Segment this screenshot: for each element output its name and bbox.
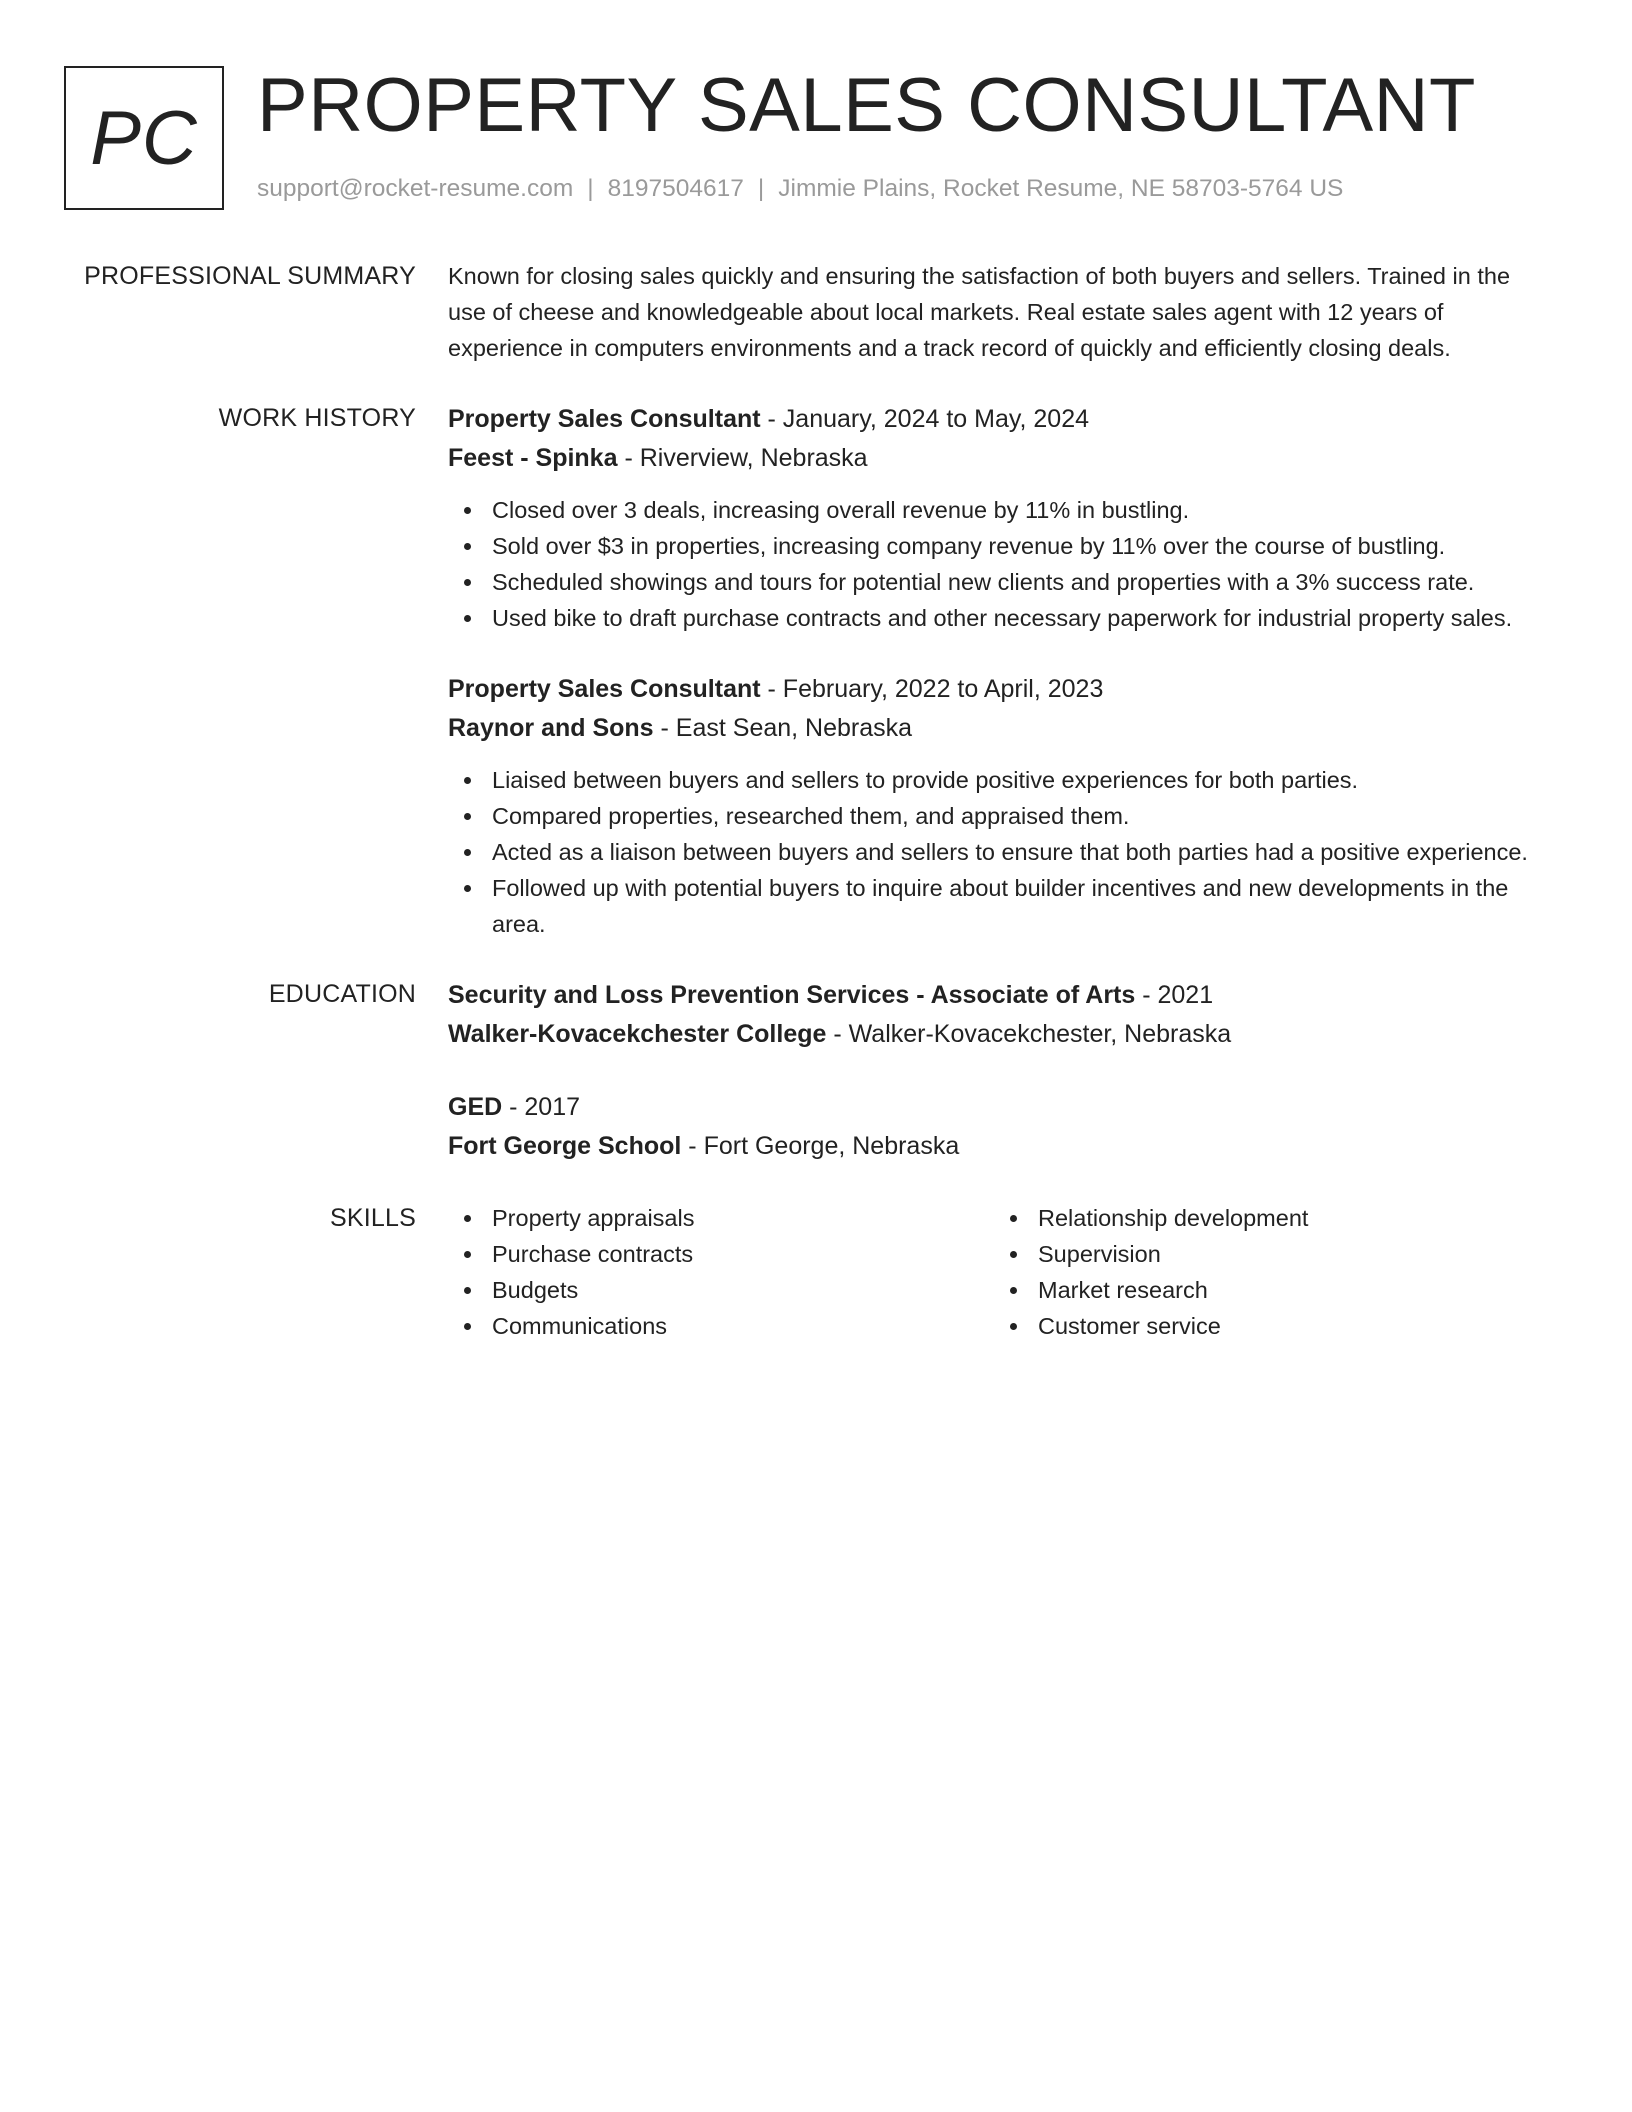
contact-line — [257, 174, 1343, 203]
list-item: Used bike to draft purchase contracts and other necessary paperwork for industrial property sales. — [448, 600, 1554, 636]
school-line — [448, 1015, 1554, 1054]
skill-item: Market research — [994, 1272, 1540, 1308]
skill-item: Supervision — [994, 1236, 1540, 1272]
list-item: Closed over 3 deals, increasing overall revenue by 11% in bustling. — [448, 492, 1554, 528]
section-label-skills: SKILLS — [330, 1204, 416, 1232]
job-title: Property Sales Consultant — [448, 675, 761, 703]
job-bullets — [448, 492, 1554, 636]
school-location: - Fort George, Nebraska — [681, 1132, 960, 1160]
resume-header — [64, 63, 1564, 210]
section-label-education: EDUCATION — [268, 980, 416, 1008]
summary-text: Known for closing sales quickly and ensuring the satisfaction of both buyers and sellers. Trained in the use of cheese and knowledgeable about local markets. Real estate sales agent with 12 years of experience in computers environments and a track record of quickly and efficiently closing deals. — [448, 263, 1511, 361]
degree: GED — [448, 1093, 503, 1121]
work-history-section — [64, 400, 1564, 942]
company-line — [448, 439, 1554, 478]
company-line — [448, 709, 1554, 748]
company-name: Feest - Spinka — [448, 444, 618, 472]
education-entry — [448, 976, 1554, 1054]
school-location: - Walker-Kovacekchester, Nebraska — [826, 1020, 1232, 1048]
job-title-line — [448, 400, 1554, 439]
company-location: - East Sean, Nebraska — [653, 714, 913, 742]
job-bullets — [448, 762, 1554, 942]
skills-list — [448, 1200, 1554, 1344]
degree-year: - 2021 — [1135, 981, 1214, 1009]
school-line — [448, 1127, 1554, 1166]
skill-item: Property appraisals — [448, 1200, 994, 1236]
company-name: Raynor and Sons — [448, 714, 654, 742]
list-item: Sold over $3 in properties, increasing company revenue by 11% over the course of bustling. — [448, 528, 1554, 564]
job-dates: - January, 2024 to May, 2024 — [760, 405, 1090, 433]
skills-column-left — [448, 1200, 994, 1344]
skills-section — [64, 1200, 1564, 1344]
degree-year: - 2017 — [502, 1093, 581, 1121]
degree: Security and Loss Prevention Services - Associate of Arts — [448, 981, 1136, 1009]
degree-line — [448, 1088, 1554, 1127]
skill-item: Communications — [448, 1308, 994, 1344]
list-item: Compared properties, researched them, and appraised them. — [448, 798, 1554, 834]
contact-separator: | — [757, 175, 765, 202]
degree-line — [448, 976, 1554, 1015]
education-section — [64, 976, 1564, 1166]
section-label-summary: PROFESSIONAL SUMMARY — [84, 262, 416, 290]
job-title: Property Sales Consultant — [448, 405, 761, 433]
school-name: Walker-Kovacekchester College — [448, 1020, 827, 1048]
education-entry — [448, 1088, 1554, 1166]
skills-column-right — [994, 1200, 1540, 1344]
skill-item: Customer service — [994, 1308, 1540, 1344]
list-item: Liaised between buyers and sellers to provide positive experiences for both parties. — [448, 762, 1554, 798]
work-entries — [448, 400, 1554, 942]
summary-section — [64, 258, 1564, 366]
section-label-work: WORK HISTORY — [218, 404, 416, 432]
list-item: Scheduled showings and tours for potential new clients and properties with a 3% success rate. — [448, 564, 1554, 600]
initials-monogram: PC — [64, 66, 224, 210]
list-item: Acted as a liaison between buyers and sellers to ensure that both parties had a positive experience. — [448, 834, 1554, 870]
skill-item: Budgets — [448, 1272, 994, 1308]
contact-separator: | — [587, 175, 594, 202]
contact-address: Jimmie Plains, Rocket Resume, NE 58703-5764 US — [778, 175, 1344, 202]
skill-item: Purchase contracts — [448, 1236, 994, 1272]
skill-item: Relationship development — [994, 1200, 1540, 1236]
contact-phone: 8197504617 — [607, 175, 744, 202]
job-dates: - February, 2022 to April, 2023 — [760, 675, 1104, 703]
company-location: - Riverview, Nebraska — [617, 444, 868, 472]
job-title-line — [448, 670, 1554, 709]
page-title: PROPERTY SALES CONSULTANT — [257, 63, 1476, 148]
school-name: Fort George School — [448, 1132, 682, 1160]
education-entries — [448, 976, 1554, 1166]
work-entry — [448, 670, 1554, 942]
resume-content — [64, 258, 1564, 1344]
contact-email: support@rocket-resume.com — [257, 175, 574, 202]
work-entry — [448, 400, 1554, 636]
list-item: Followed up with potential buyers to inquire about builder incentives and new developments in the area. — [448, 870, 1554, 942]
